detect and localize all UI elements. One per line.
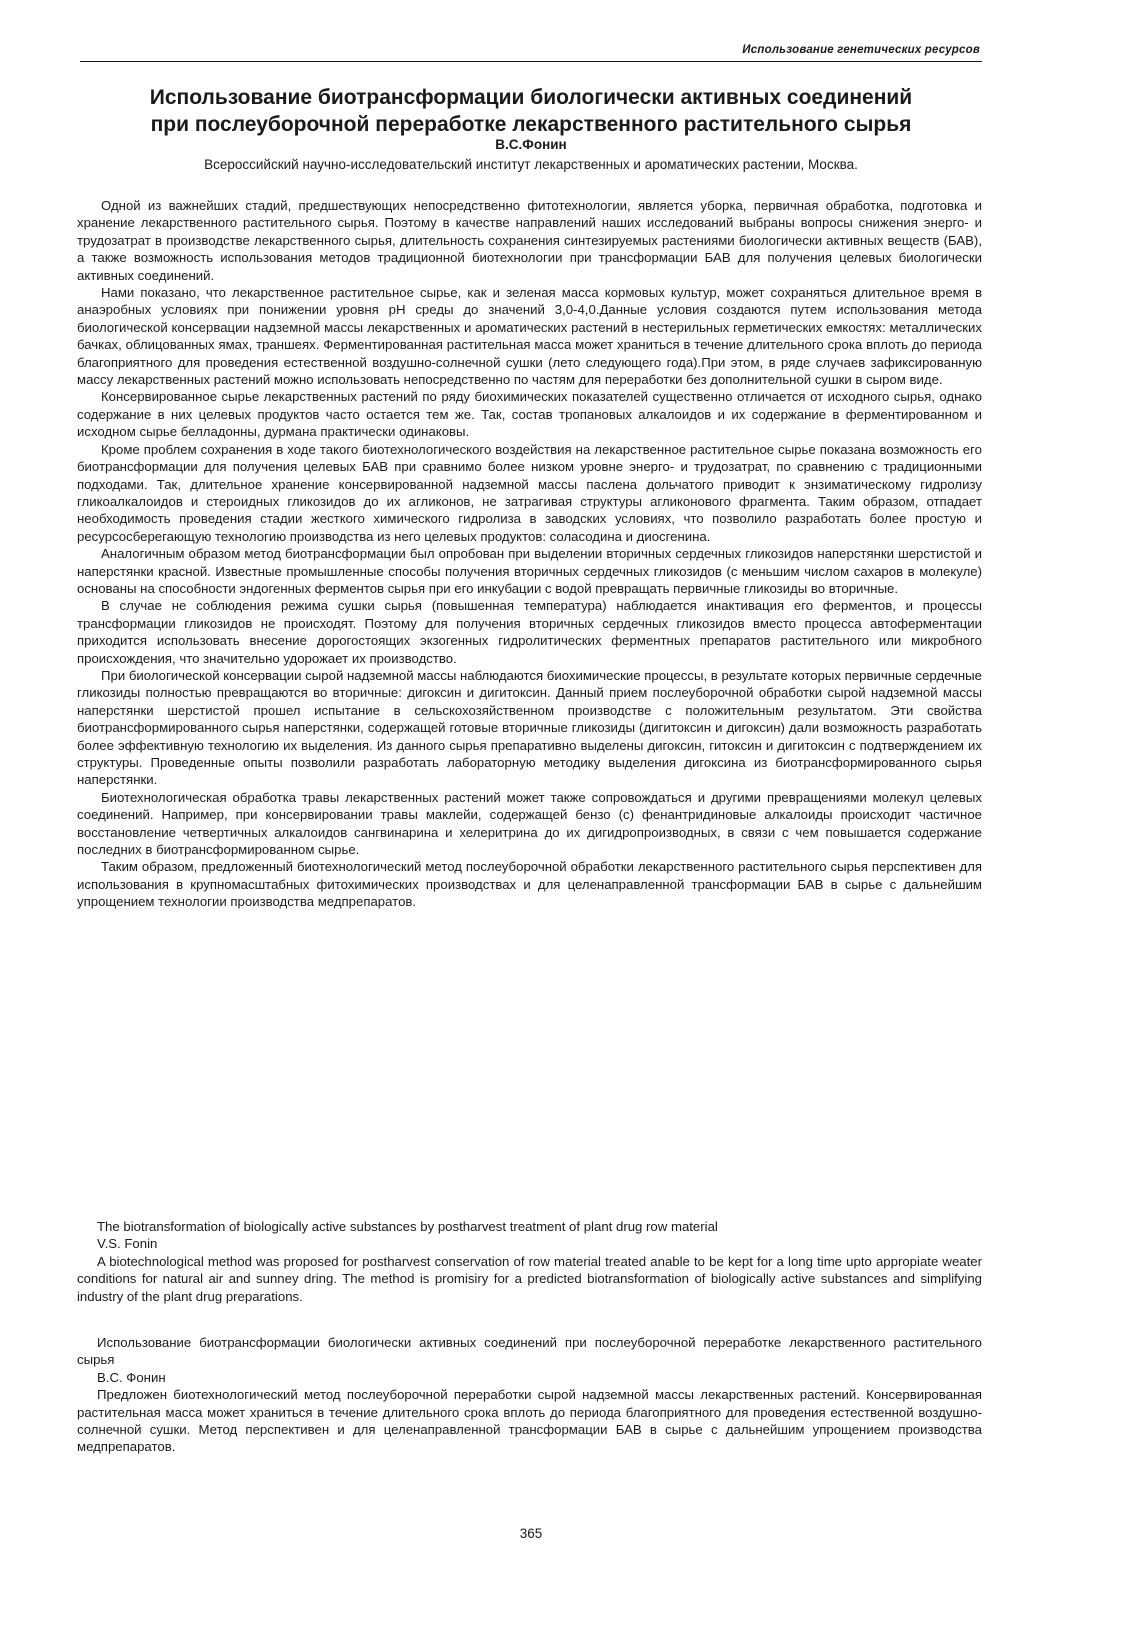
body-paragraph: Таким образом, предложенный биотехнологический метод послеуборочной обработки лекарственного растительного сырья перспективен для использования в крупномасштабных фитохимических производствах и для целенаправленной трансформации БАВ в сырье с дальнейшим упрощением технологии производства медпрепаратов.: [77, 859, 982, 910]
english-summary-title: The biotransformation of biologically active substances by postharvest treatment of plant drug row material: [97, 1219, 718, 1234]
author: В.С.Фонин: [495, 137, 567, 152]
running-header: Использование генетических ресурсов: [742, 44, 980, 56]
body-paragraph: Нами показано, что лекарственное растительное сырье, как и зеленая масса кормовых культур, может сохраняться длительное время в анаэробных условиях при понижении уровня рН среды до значений 3,0-4,0.Данные условия создаются путем использования метода биологической консервации надземной массы лекарственных и ароматических растений в нестерильных герметических емкостях: металлических бачках, облицованных ямах, траншеях. Ферментированная растительная масса может храниться в течение длительного срока вплоть до периода благоприятного для проведения естественной воздушно-солнечной сушки (лето следующего года).При этом, в ряде случаев зафиксированную массу лекарственных растений можно использовать непосредственно по частям для переработки без дополнительной сушки в сыром виде.: [77, 285, 982, 388]
article-title: [80, 84, 982, 138]
affiliation: Всероссийский научно-исследовательский институт лекарственных и ароматических растении, Москва.: [204, 157, 858, 172]
russian-summary-author: В.С. Фонин: [97, 1369, 166, 1385]
english-summary-author: V.S. Fonin: [97, 1236, 158, 1252]
article-body: [77, 197, 982, 911]
body-paragraph: В случае не соблюдения режима сушки сырья (повышенная температура) наблюдается инактивация его ферментов, и процессы трансформации гликозидов не происходят. Поэтому для получения вторичных сердечных гликозидов вместо процесса автоферментации приходится использовать внесение дорогостоящих экзогенных гидролитических ферментных препаратов растительного или микробного происхождения, что значительно удорожает их производство.: [77, 598, 982, 666]
russian-summary-title: Использование биотрансформации биологически активных соединений при послеуборочной переработке лекарственного растительного сырья: [77, 1335, 982, 1368]
page-number: 365: [519, 1526, 543, 1541]
header-rule: [80, 61, 982, 62]
body-paragraph: Кроме проблем сохранения в ходе такого биотехнологического воздействия на лекарственное растительное сырье показана возможность его биотрансформации для получения целевых БАВ при сравнимо более низком уровне энерго- и трудозатрат, по сравнению с традиционными подходами. Так, длительное хранение консервированной надземной массы паслена дольчатого приводит к энзиматическому гидролизу гликоалкалоидов и стероидных гликозидов до их агликонов, не затрагивая структуры агликонового фрагмента. Таким образом, отпадает необходимость проведения стадии жесткого химического гидролиза в заводских условиях, что позволило разработать более простую и ресурсосберегающую технологию производства из него целевых продуктов: соласодина и диосгенина.: [77, 441, 982, 544]
body-paragraph: Биотехнологическая обработка травы лекарственных растений может также сопровождаться и другими превращениями молекул целевых соединений. Например, при консервировании травы маклейи, содержащей бензо (с) фенантридиновые алкалоиды происходит частичное восстановление четвертичных алкалоидов сангвинарина и хелеритрина до их дигидропроизводных, в связи с чем повышается содержание последних в биотрансформированном сырье.: [77, 789, 982, 858]
english-summary-text: A biotechnological method was proposed for postharvest conservation of row material treated anable to be kept for a long time upto appropiate weater conditions for natural air and sunney dring. The method is promisiry for a predicted biotransformation of biologically active substances and simplifying industry of the plant drug preparations.: [77, 1253, 982, 1304]
body-paragraph: Аналогичным образом метод биотрансформации был опробован при выделении вторичных сердечных гликозидов наперстянки шерстистой и наперстянки красной. Известные промышленные способы получения вторичных сердечных гликозидов (с меньшим числом сахаров в молекуле) основаны на способности эндогенных ферментов сырья при его инкубации с водой превращать первичные гликозиды во вторичные.: [77, 546, 982, 596]
body-paragraph: Консервированное сырье лекарственных растений по ряду биохимических показателей существенно отличается от исходного сырья, однако содержание в них целевых продуктов часто остается тем же. Так, состав тропановых алкалоидов и их содержание в ферментированном и исходном сырье белладонны, дурмана практически одинаковы.: [77, 389, 982, 440]
russian-summary: [77, 1334, 982, 1456]
body-paragraph: При биологической консервации сырой надземной массы наблюдаются биохимические процессы, в результате которых первичные сердечные гликозиды полностью превращаются во вторичные: дигоксин и дигитоксин. Данный прием послеуборочной обработки сырой надземной массы наперстянки шерстистой прошел испытание в сельскохозяйственном производстве с положительным результатом. Эти свойства биотрансформированного сырья наперстянки, содержащей готовые вторичные гликозиды (дигитоксин и дигоксин) дали возможность разработать более эффективную технологию их выделения. Из данного сырья препаративно выделены дигоксин, гитоксин и дигитоксин с подтверждением их структуры. Проведенные опыты позволили разработать лабораторную методику выделения дигоксина из биотрансформированного сырья наперстянки.: [77, 667, 982, 788]
body-paragraph: Одной из важнейших стадий, предшествующих непосредственно фитотехнологии, является уборка, первичная обработка, подготовка и хранение лекарственного растительного сырья. Поэтому в качестве направлений наших исследований выбраны вопросы снижения энерго- и трудозатрат в производстве лекарственного сырья, длительность сохранения синтезируемых растениями биологически активных веществ (БАВ), а также возможность использования методов традиционной биотехнологии при трансформации БАВ для получения целевых биологически активных соединений.: [77, 198, 982, 283]
russian-summary-text: Предложен биотехнологический метод послеуборочной переработки сырой надземной массы лекарственных растений. Консервированная растительная масса может храниться в течение длительного срока вплоть до периода благоприятного для проведения естественной воздушно-солнечной сушки. Метод перспективен и для целенаправленной трансформации БАВ в сырье с дальнейшим упрощением производства медпрепаратов.: [77, 1387, 982, 1455]
english-summary: [77, 1218, 982, 1305]
title-line-1: Использование биотрансформации биологически активных соединений: [149, 86, 913, 109]
title-line-2: при послеуборочной переработке лекарственного растительного сырья: [150, 113, 912, 136]
